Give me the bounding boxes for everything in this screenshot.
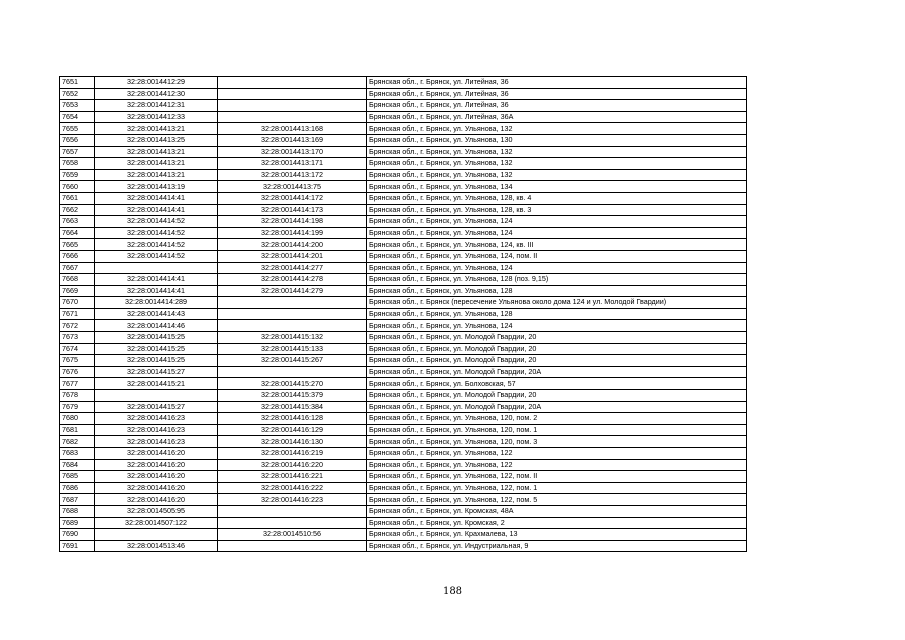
land-cadastral-number-cell: 32:28:0014507:122: [95, 517, 218, 529]
building-cadastral-number-cell: 32:28:0014413:75: [218, 181, 367, 193]
land-cadastral-number-cell: 32:28:0014414:41: [95, 285, 218, 297]
address-cell: Брянская обл., г. Брянск, ул. Ульянова, 128, кв. 4: [367, 192, 747, 204]
land-cadastral-number-cell: 32:28:0014412:33: [95, 111, 218, 123]
address-cell: Брянская обл., г. Брянск, ул. Литейная, 36: [367, 77, 747, 89]
row-number-cell: 7670: [60, 297, 95, 309]
registry-table: [59, 76, 747, 552]
land-cadastral-number-cell: 32:28:0014415:25: [95, 355, 218, 367]
address-cell: Брянская обл., г. Брянск, ул. Литейная, 36А: [367, 111, 747, 123]
building-cadastral-number-cell: [218, 88, 367, 100]
address-cell: Брянская обл., г. Брянск, ул. Литейная, 36: [367, 88, 747, 100]
table-row: [60, 505, 747, 517]
row-number-cell: 7683: [60, 448, 95, 460]
address-cell: Брянская обл., г. Брянск, ул. Ульянова, 128: [367, 308, 747, 320]
row-number-cell: 7660: [60, 181, 95, 193]
land-cadastral-number-cell: 32:28:0014416:20: [95, 482, 218, 494]
table-row: [60, 366, 747, 378]
table-row: [60, 204, 747, 216]
row-number-cell: 7676: [60, 366, 95, 378]
table-row: [60, 181, 747, 193]
row-number-cell: 7662: [60, 204, 95, 216]
land-cadastral-number-cell: 32:28:0014414:43: [95, 308, 218, 320]
address-cell: Брянская обл., г. Брянск, ул. Ульянова, 120, пом. 1: [367, 424, 747, 436]
row-number-cell: 7679: [60, 401, 95, 413]
building-cadastral-number-cell: 32:28:0014415:384: [218, 401, 367, 413]
building-cadastral-number-cell: [218, 505, 367, 517]
row-number-cell: 7677: [60, 378, 95, 390]
address-cell: Брянская обл., г. Брянск, ул. Ульянова, 122: [367, 448, 747, 460]
address-cell: Брянская обл., г. Брянск, ул. Ульянова, 132: [367, 169, 747, 181]
land-cadastral-number-cell: 32:28:0014412:31: [95, 100, 218, 112]
row-number-cell: 7665: [60, 239, 95, 251]
address-cell: Брянская обл., г. Брянск, ул. Ульянова, 124: [367, 262, 747, 274]
address-cell: Брянская обл., г. Брянск, ул. Ульянова, 124, пом. II: [367, 250, 747, 262]
land-cadastral-number-cell: 32:28:0014414:41: [95, 274, 218, 286]
table-row: [60, 297, 747, 309]
building-cadastral-number-cell: [218, 100, 367, 112]
building-cadastral-number-cell: [218, 111, 367, 123]
table-row: [60, 540, 747, 552]
address-cell: Брянская обл., г. Брянск, ул. Ульянова, 128: [367, 285, 747, 297]
land-cadastral-number-cell: 32:28:0014513:46: [95, 540, 218, 552]
table-row: [60, 332, 747, 344]
land-cadastral-number-cell: 32:28:0014416:20: [95, 448, 218, 460]
table-row: [60, 529, 747, 541]
address-cell: Брянская обл., г. Брянск, ул. Молодой Гвардии, 20: [367, 390, 747, 402]
land-cadastral-number-cell: 32:28:0014505:95: [95, 505, 218, 517]
address-cell: Брянская обл., г. Брянск, ул. Ульянова, 124, кв. III: [367, 239, 747, 251]
row-number-cell: 7675: [60, 355, 95, 367]
row-number-cell: 7684: [60, 459, 95, 471]
row-number-cell: 7681: [60, 424, 95, 436]
row-number-cell: 7651: [60, 77, 95, 89]
address-cell: Брянская обл., г. Брянск, ул. Ульянова, 120, пом. 2: [367, 413, 747, 425]
row-number-cell: 7666: [60, 250, 95, 262]
building-cadastral-number-cell: 32:28:0014414:173: [218, 204, 367, 216]
address-cell: Брянская обл., г. Брянск, ул. Молодой Гвардии, 20: [367, 332, 747, 344]
address-cell: Брянская обл., г. Брянск, ул. Ульянова, 132: [367, 158, 747, 170]
building-cadastral-number-cell: 32:28:0014416:130: [218, 436, 367, 448]
land-cadastral-number-cell: 32:28:0014416:20: [95, 459, 218, 471]
table-row: [60, 262, 747, 274]
address-cell: Брянская обл., г. Брянск, ул. Ульянова, 122, пом. 5: [367, 494, 747, 506]
land-cadastral-number-cell: 32:28:0014414:52: [95, 250, 218, 262]
land-cadastral-number-cell: 32:28:0014416:20: [95, 471, 218, 483]
land-cadastral-number-cell: 32:28:0014413:25: [95, 134, 218, 146]
address-cell: Брянская обл., г. Брянск, ул. Кромская, 48А: [367, 505, 747, 517]
table-row: [60, 343, 747, 355]
table-row: [60, 378, 747, 390]
land-cadastral-number-cell: 32:28:0014416:23: [95, 436, 218, 448]
building-cadastral-number-cell: 32:28:0014416:222: [218, 482, 367, 494]
row-number-cell: 7661: [60, 192, 95, 204]
land-cadastral-number-cell: 32:28:0014413:21: [95, 123, 218, 135]
table-row: [60, 192, 747, 204]
address-cell: Брянская обл., г. Брянск, ул. Ульянова, 122: [367, 459, 747, 471]
table-row: [60, 436, 747, 448]
land-cadastral-number-cell: 32:28:0014415:27: [95, 401, 218, 413]
building-cadastral-number-cell: 32:28:0014416:223: [218, 494, 367, 506]
land-cadastral-number-cell: 32:28:0014415:21: [95, 378, 218, 390]
building-cadastral-number-cell: 32:28:0014413:168: [218, 123, 367, 135]
table-row: [60, 250, 747, 262]
table-row: [60, 320, 747, 332]
building-cadastral-number-cell: [218, 366, 367, 378]
building-cadastral-number-cell: [218, 308, 367, 320]
row-number-cell: 7669: [60, 285, 95, 297]
address-cell: Брянская обл., г. Брянск, ул. Ульянова, 124: [367, 320, 747, 332]
row-number-cell: 7680: [60, 413, 95, 425]
building-cadastral-number-cell: 32:28:0014415:133: [218, 343, 367, 355]
land-cadastral-number-cell: 32:28:0014414:52: [95, 227, 218, 239]
building-cadastral-number-cell: 32:28:0014414:278: [218, 274, 367, 286]
table-row: [60, 227, 747, 239]
table-row: [60, 100, 747, 112]
land-cadastral-number-cell: 32:28:0014413:21: [95, 158, 218, 170]
building-cadastral-number-cell: 32:28:0014510:56: [218, 529, 367, 541]
address-cell: Брянская обл., г. Брянск, ул. Ульянова, 130: [367, 134, 747, 146]
building-cadastral-number-cell: 32:28:0014414:201: [218, 250, 367, 262]
address-cell: Брянская обл., г. Брянск, ул. Ульянова, 128, кв. 3: [367, 204, 747, 216]
row-number-cell: 7655: [60, 123, 95, 135]
land-cadastral-number-cell: 32:28:0014413:21: [95, 146, 218, 158]
land-cadastral-number-cell: 32:28:0014415:27: [95, 366, 218, 378]
page-number: 188: [442, 586, 463, 597]
row-number-cell: 7685: [60, 471, 95, 483]
address-cell: Брянская обл., г. Брянск, ул. Ульянова, 122, пом. 1: [367, 482, 747, 494]
row-number-cell: 7688: [60, 505, 95, 517]
building-cadastral-number-cell: [218, 297, 367, 309]
land-cadastral-number-cell: 32:28:0014416:23: [95, 413, 218, 425]
table-row: [60, 88, 747, 100]
table-row: [60, 471, 747, 483]
table-row: [60, 146, 747, 158]
table-row: [60, 134, 747, 146]
row-number-cell: 7682: [60, 436, 95, 448]
land-cadastral-number-cell: 32:28:0014413:21: [95, 169, 218, 181]
table-row: [60, 274, 747, 286]
building-cadastral-number-cell: 32:28:0014414:279: [218, 285, 367, 297]
row-number-cell: 7664: [60, 227, 95, 239]
building-cadastral-number-cell: 32:28:0014416:220: [218, 459, 367, 471]
table-row: [60, 494, 747, 506]
address-cell: Брянская обл., г. Брянск, ул. Болховская, 57: [367, 378, 747, 390]
building-cadastral-number-cell: 32:28:0014413:169: [218, 134, 367, 146]
row-number-cell: 7667: [60, 262, 95, 274]
table-row: [60, 239, 747, 251]
registry-table-body: [60, 77, 747, 552]
table-row: [60, 355, 747, 367]
address-cell: Брянская обл., г. Брянск, ул. Ульянова, 120, пом. 3: [367, 436, 747, 448]
building-cadastral-number-cell: 32:28:0014413:170: [218, 146, 367, 158]
address-cell: Брянская обл., г. Брянск, ул. Ульянова, 122, пом. II: [367, 471, 747, 483]
land-cadastral-number-cell: 32:28:0014414:41: [95, 204, 218, 216]
address-cell: Брянская обл., г. Брянск, ул. Ульянова, 132: [367, 146, 747, 158]
building-cadastral-number-cell: 32:28:0014414:199: [218, 227, 367, 239]
land-cadastral-number-cell: 32:28:0014413:19: [95, 181, 218, 193]
row-number-cell: 7671: [60, 308, 95, 320]
building-cadastral-number-cell: 32:28:0014415:267: [218, 355, 367, 367]
table-row: [60, 158, 747, 170]
building-cadastral-number-cell: 32:28:0014416:128: [218, 413, 367, 425]
land-cadastral-number-cell: [95, 390, 218, 402]
table-row: [60, 459, 747, 471]
row-number-cell: 7689: [60, 517, 95, 529]
row-number-cell: 7678: [60, 390, 95, 402]
address-cell: Брянская обл., г. Брянск, ул. Молодой Гвардии, 20А: [367, 366, 747, 378]
land-cadastral-number-cell: 32:28:0014414:52: [95, 239, 218, 251]
row-number-cell: 7691: [60, 540, 95, 552]
row-number-cell: 7674: [60, 343, 95, 355]
building-cadastral-number-cell: 32:28:0014415:132: [218, 332, 367, 344]
building-cadastral-number-cell: [218, 540, 367, 552]
table-row: [60, 169, 747, 181]
table-row: [60, 77, 747, 89]
address-cell: Брянская обл., г. Брянск, ул. Ульянова, 134: [367, 181, 747, 193]
row-number-cell: 7653: [60, 100, 95, 112]
address-cell: Брянская обл., г. Брянск, ул. Ульянова, 132: [367, 123, 747, 135]
row-number-cell: 7658: [60, 158, 95, 170]
table-row: [60, 482, 747, 494]
row-number-cell: 7659: [60, 169, 95, 181]
row-number-cell: 7673: [60, 332, 95, 344]
row-number-cell: 7654: [60, 111, 95, 123]
land-cadastral-number-cell: 32:28:0014414:41: [95, 192, 218, 204]
building-cadastral-number-cell: [218, 320, 367, 332]
land-cadastral-number-cell: 32:28:0014414:52: [95, 216, 218, 228]
building-cadastral-number-cell: [218, 77, 367, 89]
table-row: [60, 285, 747, 297]
row-number-cell: 7690: [60, 529, 95, 541]
address-cell: Брянская обл., г. Брянск, ул. Кромская, 2: [367, 517, 747, 529]
building-cadastral-number-cell: [218, 517, 367, 529]
land-cadastral-number-cell: [95, 262, 218, 274]
building-cadastral-number-cell: 32:28:0014413:171: [218, 158, 367, 170]
building-cadastral-number-cell: 32:28:0014414:198: [218, 216, 367, 228]
land-cadastral-number-cell: 32:28:0014412:30: [95, 88, 218, 100]
row-number-cell: 7672: [60, 320, 95, 332]
row-number-cell: 7687: [60, 494, 95, 506]
table-row: [60, 424, 747, 436]
address-cell: Брянская обл., г. Брянск, ул. Ульянова, 124: [367, 227, 747, 239]
address-cell: Брянская обл., г. Брянск, ул. Ульянова, 128 (поз. 9,15): [367, 274, 747, 286]
table-row: [60, 401, 747, 413]
address-cell: Брянская обл., г. Брянск (пересечение Ульянова около дома 124 и ул. Молодой Гвардии): [367, 297, 747, 309]
address-cell: Брянская обл., г. Брянск, ул. Крахмалева, 13: [367, 529, 747, 541]
row-number-cell: 7668: [60, 274, 95, 286]
building-cadastral-number-cell: 32:28:0014414:200: [218, 239, 367, 251]
address-cell: Брянская обл., г. Брянск, ул. Индустриальная, 9: [367, 540, 747, 552]
land-cadastral-number-cell: 32:28:0014412:29: [95, 77, 218, 89]
land-cadastral-number-cell: 32:28:0014415:25: [95, 332, 218, 344]
address-cell: Брянская обл., г. Брянск, ул. Ульянова, 124: [367, 216, 747, 228]
row-number-cell: 7686: [60, 482, 95, 494]
building-cadastral-number-cell: 32:28:0014414:277: [218, 262, 367, 274]
land-cadastral-number-cell: 32:28:0014414:46: [95, 320, 218, 332]
table-row: [60, 111, 747, 123]
address-cell: Брянская обл., г. Брянск, ул. Молодой Гвардии, 20А: [367, 401, 747, 413]
building-cadastral-number-cell: 32:28:0014416:221: [218, 471, 367, 483]
land-cadastral-number-cell: 32:28:0014416:20: [95, 494, 218, 506]
address-cell: Брянская обл., г. Брянск, ул. Молодой Гвардии, 20: [367, 355, 747, 367]
land-cadastral-number-cell: [95, 529, 218, 541]
land-cadastral-number-cell: 32:28:0014415:25: [95, 343, 218, 355]
row-number-cell: 7656: [60, 134, 95, 146]
row-number-cell: 7663: [60, 216, 95, 228]
table-row: [60, 448, 747, 460]
address-cell: Брянская обл., г. Брянск, ул. Молодой Гвардии, 20: [367, 343, 747, 355]
building-cadastral-number-cell: 32:28:0014413:172: [218, 169, 367, 181]
building-cadastral-number-cell: 32:28:0014414:172: [218, 192, 367, 204]
building-cadastral-number-cell: 32:28:0014416:129: [218, 424, 367, 436]
row-number-cell: 7657: [60, 146, 95, 158]
land-cadastral-number-cell: 32:28:0014414:289: [95, 297, 218, 309]
address-cell: Брянская обл., г. Брянск, ул. Литейная, 36: [367, 100, 747, 112]
table-row: [60, 413, 747, 425]
building-cadastral-number-cell: 32:28:0014415:379: [218, 390, 367, 402]
table-row: [60, 390, 747, 402]
table-row: [60, 517, 747, 529]
row-number-cell: 7652: [60, 88, 95, 100]
table-row: [60, 123, 747, 135]
table-row: [60, 216, 747, 228]
table-row: [60, 308, 747, 320]
land-cadastral-number-cell: 32:28:0014416:23: [95, 424, 218, 436]
building-cadastral-number-cell: 32:28:0014416:219: [218, 448, 367, 460]
building-cadastral-number-cell: 32:28:0014415:270: [218, 378, 367, 390]
